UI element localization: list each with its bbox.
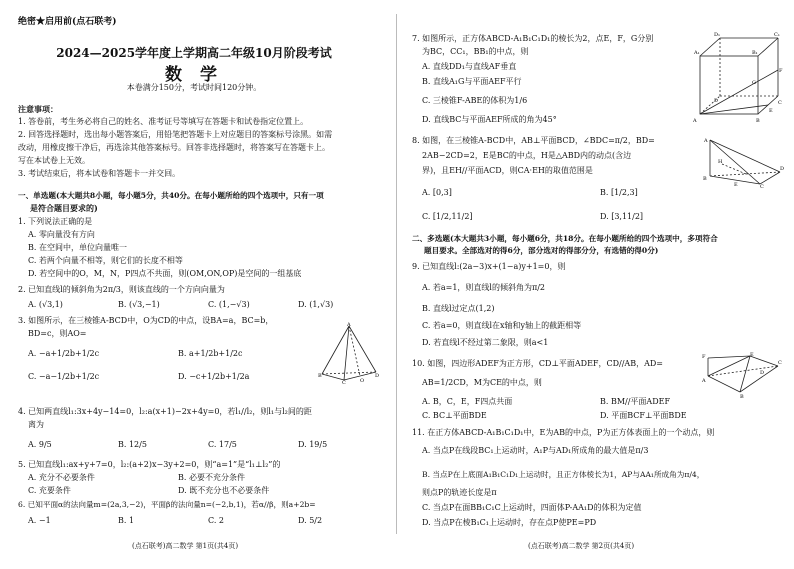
svg-text:C: C: [778, 100, 782, 106]
q2-option-c: C. (1,−√3): [208, 300, 250, 309]
q9-option-d: D. 若直线l不经过第二象限，则a<1: [422, 338, 549, 347]
svg-text:D: D: [375, 373, 380, 379]
q8-option-d: D. [3,11/2]: [600, 212, 644, 221]
q8-option-b: B. [1/2,3]: [600, 188, 638, 197]
svg-text:A: A: [693, 118, 697, 124]
tetrahedron-figure: [700, 136, 784, 188]
svg-text:E: E: [734, 182, 738, 188]
footer-page-2: (点石联考)高二数学 第2页(共4页): [528, 542, 635, 550]
pyramid-figure: [318, 322, 380, 384]
section2-heading: 二、多选题(本大题共3小题，每小题6分，共18分。在每小题所给的四个选项中，多项符合: [412, 234, 718, 243]
svg-text:B: B: [756, 118, 760, 124]
q11-option-b: B. 当点P在上底面A₁B₁C₁D₁上运动时，且正方体棱长为1，AP与AA₁所成角为π/4，: [422, 470, 705, 479]
q10-option-d: D. 平面BCF⊥平面BDE: [600, 411, 687, 420]
q9-option-a: A. 若a=1，则直线l的倾斜角为π/2: [422, 283, 546, 292]
section1-heading-2: 是符合题目要求的): [30, 203, 98, 213]
section1-heading: 一、单选题(本大题共8小题，每小题5分，共40分。在每小题所给的四个选项中，只有一项: [18, 191, 324, 200]
q4-stem-2: 离为: [28, 420, 44, 429]
q7-option-a: A. 直线DD₁与直线AF垂直: [422, 62, 517, 71]
q5-option-d: D. 既不充分也不必要条件: [178, 486, 270, 495]
q10-option-a: A. B，C，E，F四点共面: [422, 397, 513, 406]
svg-text:B: B: [740, 394, 744, 400]
notice-heading: 注意事项：: [18, 104, 58, 114]
q5-option-c: C. 充要条件: [28, 486, 71, 495]
secret-label: 绝密★启用前(点石联考): [18, 17, 117, 27]
svg-text:A: A: [347, 322, 351, 328]
q8-option-c: C. [1/2,11/2]: [422, 212, 473, 221]
svg-text:C₁: C₁: [774, 32, 780, 38]
svg-text:E: E: [750, 352, 754, 358]
page-2: [400, 0, 788, 569]
q1-option-c: C. 若两个向量不相等，则它们的长度不相等: [28, 256, 183, 265]
q4-option-b: B. 12/5: [118, 440, 147, 449]
q11-stem: 11. 在正方体ABCD-A₁B₁C₁D₁中，E为AB的中点，P为正方体表面上的一个动点，则: [412, 428, 715, 437]
q4-stem: 4. 已知两直线l₁:3x+4y−14=0，l₂:a(x+1)−2x+4y=0，若l₁//l₂，则l₁与l₂间的距: [18, 407, 312, 416]
q5-stem: 5. 已知直线l₁:ax+y+7=0，l₂:(a+2)x−3y+2=0，则“a=1”是“l₁⊥l₂”的: [18, 460, 281, 469]
q6-option-a: A. −1: [28, 516, 51, 525]
svg-text:A₁: A₁: [694, 50, 700, 56]
q10-option-b: B. BM//平面ADEF: [600, 397, 671, 406]
q9-stem: 9. 已知直线l:(2a−3)x+(1−a)y+1=0，则: [412, 262, 566, 271]
q2-option-a: A. (√3,1): [28, 300, 63, 309]
q11-option-a: A. 当点P在线段BC₁上运动时，A₁P与AD₁所成角的最大值是π/3: [422, 446, 649, 455]
exam-title: 2024—2025学年度上学期高二年级10月阶段考试: [56, 46, 332, 60]
q7-option-c: C. 三棱锥F-ABE的体积为1/6: [422, 96, 528, 105]
q7-option-b: B. 直线A₁G与平面AEF平行: [422, 77, 522, 86]
svg-text:D: D: [780, 166, 785, 172]
q8-stem: 8. 如图，在三棱锥A-BCD中，AB⊥平面BCD，∠BDC=π/2，BD=: [412, 136, 655, 145]
q11-option-d: D. 当点P在棱B₁C₁上运动时，存在点P使PE=PD: [422, 518, 597, 527]
svg-text:O: O: [360, 378, 365, 384]
page-1: [0, 0, 388, 569]
q5-option-a: A. 充分不必要条件: [28, 473, 95, 482]
q4-option-a: A. 9/5: [28, 440, 52, 449]
q10-stem: 10. 如图，四边形ADEF为正方形，CD⊥平面ADEF，CD//AB，AD=: [412, 359, 663, 368]
section2-heading-2: 题目要求。全部选对的得6分，部分选对的得部分分，有选错的得0分): [424, 246, 659, 255]
q2-option-b: B. (√3,−1): [118, 300, 160, 309]
q1-option-d: D. 若空间中的O，M，N，P四点不共面，则(OM,ON,OP)是空间的一组基底: [28, 269, 302, 278]
q1-option-b: B. 在空间中，单位向量唯一: [28, 243, 127, 252]
q2-option-d: D. (1,√3): [298, 300, 334, 309]
svg-text:B: B: [703, 176, 707, 182]
prism-figure: [700, 352, 784, 398]
q10-stem-2: AB=1/2CD，M为CE的中点，则: [422, 378, 542, 387]
q3-option-d: D. −c+1/2b+1/2a: [178, 372, 250, 381]
svg-text:F: F: [702, 354, 706, 360]
q2-stem: 2. 已知直线l的倾斜角为2π/3，则该直线的一个方向向量为: [18, 285, 225, 294]
exam-meta: 本卷满分150分，考试时间120分钟。: [126, 83, 262, 92]
svg-text:D: D: [714, 98, 719, 104]
q7-stem: 7. 如图所示，正方体ABCD-A₁B₁C₁D₁的棱长为2，点E，F，G分别: [412, 34, 654, 43]
svg-text:A: A: [704, 138, 708, 144]
notice-line: 2. 回答选择题时，选出每小题答案后，用铅笔把答题卡上对应题目的答案标号涂黑。如需: [18, 130, 333, 139]
q10-option-c: C. BC⊥平面BDE: [422, 411, 487, 420]
svg-text:H: H: [718, 159, 723, 165]
q1-stem: 1. 下列说法正确的是: [18, 217, 93, 226]
q3-option-c: C. −a−1/2b+1/2c: [28, 372, 100, 381]
svg-text:C: C: [760, 184, 764, 190]
q6-stem: 6. 已知平面α的法向量m=(2a,3,−2)，平面β的法向量n=(−2,b,1)，若α//β，则a+2b=: [18, 500, 316, 509]
q6-option-c: C. 2: [208, 516, 225, 525]
column-divider: [396, 14, 397, 534]
exam-subject: 数 学: [165, 65, 223, 85]
cube-figure: [692, 30, 782, 130]
q11-option-b-2: 则点P的轨迹长度是π: [422, 488, 497, 497]
q3-stem: 3. 如图所示，在三棱锥A-BCD中，O为CD的中点，设BA=a，BC=b，: [18, 316, 274, 325]
svg-text:D: D: [760, 370, 765, 376]
svg-text:C: C: [342, 380, 346, 386]
notice-line: 改动，用橡皮擦干净后，再选涂其他答案标号。回答非选择题时，将答案写在答题卡上。: [18, 143, 330, 152]
svg-text:G: G: [752, 80, 756, 86]
svg-text:D₁: D₁: [714, 32, 721, 38]
svg-text:E: E: [769, 108, 773, 114]
q7-stem-2: 为BC，CC₁，BB₁的中点，则: [422, 47, 529, 56]
q3-option-a: A. −a+1/2b+1/2c: [28, 349, 100, 358]
q4-option-c: C. 17/5: [208, 440, 237, 449]
notice-line: 1. 答卷前，考生务必将自己的姓名、准考证号等填写在答题卡和试卷指定位置上。: [18, 117, 309, 126]
q9-option-c: C. 若a=0，则直线l在x轴和y轴上的截距相等: [422, 321, 582, 330]
q7-option-d: D. 直线BC与平面AEF所成的角为45°: [422, 115, 557, 124]
q3-option-b: B. a+1/2b+1/2c: [178, 349, 243, 358]
notice-line: 3. 考试结束后，将本试卷和答题卡一并交回。: [18, 169, 181, 178]
q4-option-d: D. 19/5: [298, 440, 328, 449]
q3-stem-2: BD=c，则AO=: [28, 329, 87, 338]
q8-stem-2: 2AB−2CD=2，E是BC的中点，H是△ABD内的动点(含边: [422, 151, 632, 160]
footer-page-1: (点石联考)高二数学 第1页(共4页): [132, 542, 239, 550]
q6-option-b: B. 1: [118, 516, 135, 525]
svg-text:A: A: [702, 378, 706, 384]
svg-text:F: F: [779, 68, 783, 74]
q9-option-b: B. 直线l过定点(1,2): [422, 304, 495, 313]
q1-option-a: A. 零向量没有方向: [28, 230, 95, 239]
svg-text:B: B: [318, 373, 322, 379]
q8-option-a: A. [0,3]: [422, 188, 452, 197]
q5-option-b: B. 必要不充分条件: [178, 473, 245, 482]
q11-option-c: C. 当点P在面BB₁C₁C上运动时，四面体P-AA₁D的体积为定值: [422, 503, 642, 512]
notice-line: 写在本试卷上无效。: [18, 156, 90, 165]
q8-stem-3: 界)，且EH//平面ACD，则CA·EH的取值范围是: [422, 166, 593, 175]
q6-option-d: D. 5/2: [298, 516, 323, 525]
svg-text:C: C: [778, 360, 782, 366]
svg-text:B₁: B₁: [752, 50, 758, 56]
